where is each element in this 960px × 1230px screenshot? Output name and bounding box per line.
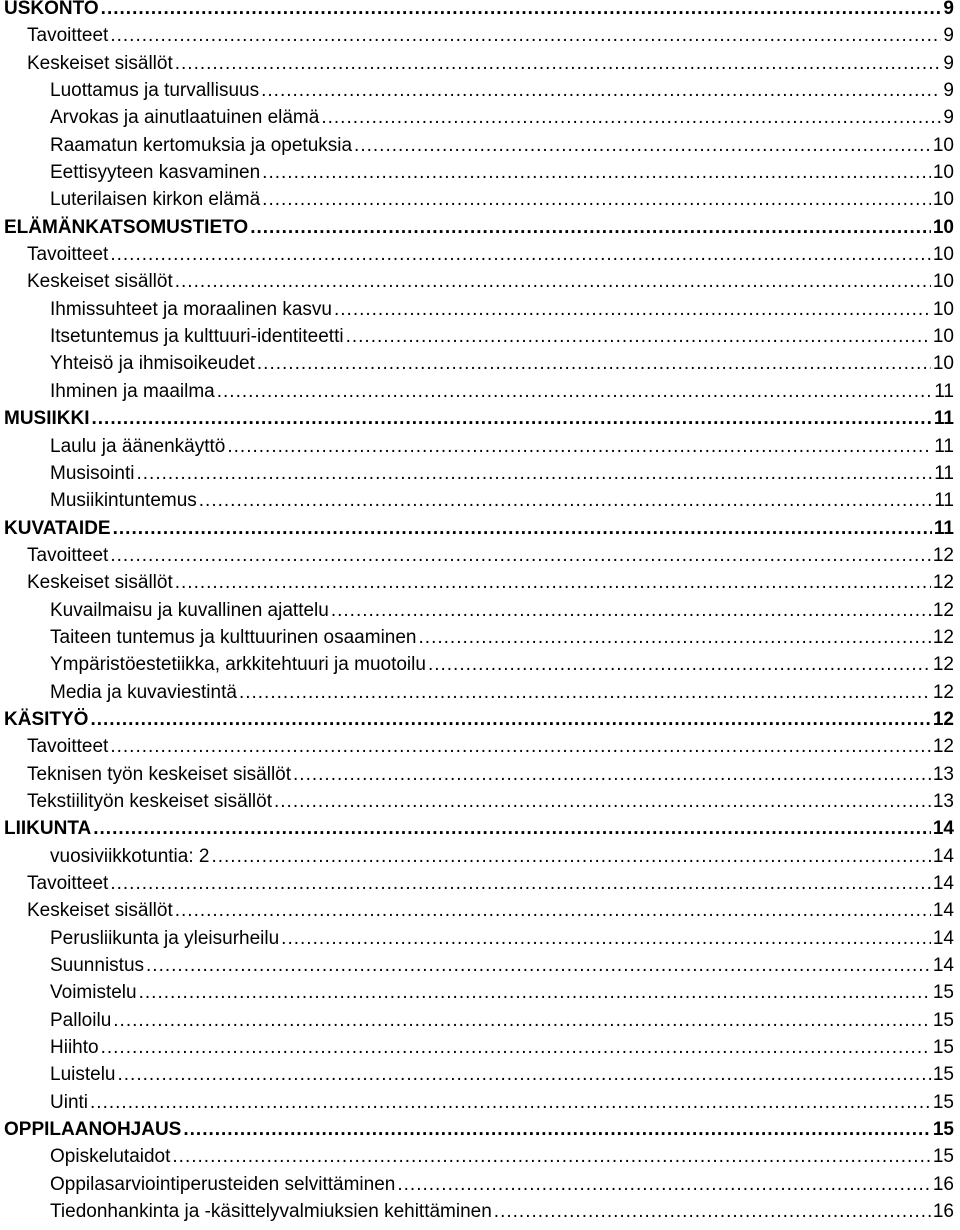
toc-entry-title: KUVATAIDE — [4, 517, 111, 539]
toc-entry-page-number: 10 — [932, 271, 954, 293]
toc-entry-page-number: 9 — [943, 25, 954, 47]
toc-entry[interactable] — [0, 597, 960, 624]
dot-leader — [175, 50, 942, 77]
dot-leader — [274, 788, 931, 815]
toc-entry[interactable] — [0, 788, 960, 815]
dot-leader — [257, 350, 931, 377]
toc-entry[interactable] — [0, 1171, 960, 1198]
dot-leader — [262, 159, 931, 186]
dot-leader — [334, 296, 931, 323]
toc-entry-title: Tavoitteet — [27, 736, 109, 758]
toc-entry-page-number: 12 — [932, 544, 954, 566]
toc-entry[interactable] — [0, 925, 960, 952]
dot-leader — [118, 1061, 931, 1088]
toc-entry-page-number: 13 — [932, 790, 954, 812]
toc-entry-title: Uinti — [50, 1091, 89, 1113]
dot-leader — [354, 132, 931, 159]
toc-entry[interactable] — [0, 159, 960, 186]
toc-entry-page-number: 9 — [943, 52, 954, 74]
toc-entry-title: Media ja kuvaviestintä — [50, 681, 237, 703]
toc-entry-title: Keskeiset sisällöt — [27, 900, 173, 922]
toc-entry-page-number: 11 — [934, 380, 954, 402]
toc-entry-page-number: 12 — [932, 736, 954, 758]
toc-entry-title: Perusliikunta ja yleisurheilu — [50, 927, 280, 949]
toc-entry-title: Keskeiset sisällöt — [27, 271, 173, 293]
toc-entry-page-number: 12 — [932, 572, 954, 594]
toc-entry-title: USKONTO — [4, 0, 99, 19]
toc-entry[interactable] — [0, 1007, 960, 1034]
toc-entry[interactable] — [0, 979, 960, 1006]
toc-entry-title: Oppilasarviointiperusteiden selvittäminen — [50, 1173, 396, 1195]
toc-entry-page-number: 12 — [932, 681, 954, 703]
toc-entry-page-number: 14 — [932, 845, 954, 867]
toc-entry-page-number: 10 — [932, 326, 954, 348]
dot-leader — [331, 597, 931, 624]
toc-entry-page-number: 10 — [932, 134, 954, 156]
dot-leader — [110, 22, 941, 49]
toc-entry[interactable] — [0, 350, 960, 377]
dot-leader — [250, 214, 931, 241]
toc-entry-page-number: 11 — [934, 490, 954, 512]
toc-entry[interactable] — [0, 542, 960, 569]
toc-entry-page-number: 12 — [932, 626, 954, 648]
toc-entry-page-number: 10 — [932, 353, 954, 375]
dot-leader — [90, 706, 930, 733]
toc-entry-page-number: 14 — [932, 900, 954, 922]
toc-entry-title: Luottamus ja turvallisuus — [50, 80, 260, 102]
dot-leader — [113, 1007, 931, 1034]
toc-entry-title: Voimistelu — [50, 982, 137, 1004]
toc-entry-page-number: 15 — [932, 1119, 954, 1141]
toc-entry[interactable] — [0, 952, 960, 979]
toc-entry-title: Luterilaisen kirkon elämä — [50, 189, 261, 211]
toc-entry-title: Arvokas ja ainutlaatuinen elämä — [50, 107, 320, 129]
toc-entry-title: Tavoitteet — [27, 873, 109, 894]
toc-entry-page-number: 15 — [932, 1091, 954, 1113]
dot-leader — [110, 542, 931, 569]
dot-leader — [101, 0, 942, 22]
toc-entry[interactable] — [0, 268, 960, 295]
toc-entry-page-number: 16 — [932, 1173, 954, 1195]
dot-leader — [175, 569, 931, 596]
toc-entry-title: MUSIIKKI — [4, 408, 90, 430]
toc-entry-page-number: 9 — [943, 80, 954, 102]
toc-entry-title: Tavoitteet — [27, 25, 109, 47]
dot-leader — [199, 487, 932, 514]
dot-leader — [262, 186, 931, 213]
toc-entry-page-number: 14 — [932, 955, 954, 977]
dot-leader — [175, 897, 931, 924]
toc-entry-title: Tiedonhankinta ja -käsittelyvalmiuksien kehittäminen — [50, 1201, 492, 1223]
toc-entry-title: KÄSITYÖ — [4, 708, 89, 730]
toc-entry[interactable] — [0, 870, 960, 897]
dot-leader — [146, 952, 931, 979]
toc-entry[interactable] — [0, 77, 960, 104]
dot-leader — [227, 433, 932, 460]
toc-entry-title: Hiihto — [50, 1037, 99, 1059]
dot-leader — [92, 405, 932, 432]
toc-entry-title: Kuvailmaisu ja kuvallinen ajattelu — [50, 599, 329, 621]
toc-entry[interactable] — [0, 0, 960, 22]
toc-entry-page-number: 9 — [943, 107, 954, 129]
toc-entry[interactable] — [0, 487, 960, 514]
toc-entry-title: Musisointi — [50, 462, 135, 484]
toc-entry-page-number: 10 — [932, 162, 954, 184]
toc-entry-page-number: 9 — [943, 0, 954, 19]
dot-leader — [321, 104, 941, 131]
dot-leader — [139, 979, 931, 1006]
toc-entry-title: Palloilu — [50, 1009, 112, 1031]
toc-entry-title: Teknisen työn keskeiset sisällöt — [27, 763, 292, 785]
toc-entry[interactable] — [0, 679, 960, 706]
dot-leader — [113, 515, 932, 542]
toc-entry-page-number: 10 — [932, 244, 954, 266]
toc-entry[interactable] — [0, 733, 960, 760]
dot-leader — [281, 925, 931, 952]
toc-entry-title: ELÄMÄNKATSOMUSTIETO — [4, 216, 249, 238]
toc-entry[interactable] — [0, 624, 960, 651]
toc-entry-title: Luistelu — [50, 1064, 116, 1086]
toc-entry[interactable] — [0, 515, 960, 542]
dot-leader — [101, 1034, 931, 1061]
toc-entry[interactable] — [0, 1061, 960, 1088]
toc-entry[interactable] — [0, 132, 960, 159]
dot-leader — [172, 1143, 930, 1170]
dot-leader — [93, 815, 931, 842]
toc-entry-page-number: 14 — [932, 927, 954, 949]
toc-entry-page-number: 14 — [932, 873, 954, 894]
toc-entry-title: Laulu ja äänenkäyttö — [50, 435, 226, 457]
toc-entry[interactable] — [0, 22, 960, 49]
toc-entry-page-number: 11 — [934, 435, 954, 457]
toc-entry-title: Ympäristöestetiikka, arkkitehtuuri ja muotoilu — [50, 654, 426, 676]
toc-entry-page-number: 16 — [932, 1201, 954, 1223]
toc-entry[interactable] — [0, 405, 960, 432]
toc-entry-page-number: 12 — [932, 599, 954, 621]
dot-leader — [110, 241, 931, 268]
dot-leader — [293, 761, 931, 788]
toc-entry-title: Tavoitteet — [27, 544, 109, 566]
toc-entry-page-number: 15 — [932, 1064, 954, 1086]
toc-entry[interactable] — [0, 843, 960, 870]
toc-entry-page-number: 10 — [932, 189, 954, 211]
toc-entry[interactable] — [0, 651, 960, 678]
toc-entry-page-number: 14 — [932, 818, 954, 840]
toc-entry[interactable] — [0, 323, 960, 350]
dot-leader — [419, 624, 931, 651]
toc-entry-title: Taiteen tuntemus ja kulttuurinen osaaminen — [50, 626, 417, 648]
toc-entry-page-number: 11 — [934, 462, 954, 484]
dot-leader — [217, 378, 933, 405]
toc-entry-title: vuosiviikkotuntia: 2 — [50, 845, 210, 867]
toc-entry-title: Itsetuntemus ja kulttuuri-identiteetti — [50, 326, 344, 348]
toc-entry[interactable] — [0, 460, 960, 487]
toc-entry-page-number: 12 — [932, 654, 954, 676]
toc-entry-title: Keskeiset sisällöt — [27, 572, 173, 594]
dot-leader — [261, 77, 941, 104]
toc-entry-page-number: 11 — [933, 517, 954, 539]
toc-entry[interactable] — [0, 104, 960, 131]
dot-leader — [136, 460, 932, 487]
toc-entry[interactable] — [0, 433, 960, 460]
toc-entry-title: Tavoitteet — [27, 244, 109, 266]
toc-entry[interactable] — [0, 897, 960, 924]
toc-entry-page-number: 15 — [932, 1009, 954, 1031]
dot-leader — [239, 679, 931, 706]
dot-leader — [397, 1171, 931, 1198]
dot-leader — [183, 1116, 931, 1143]
dot-leader — [90, 1089, 931, 1116]
dot-leader — [110, 733, 931, 760]
toc-entry[interactable] — [0, 186, 960, 213]
toc-entry[interactable] — [0, 1034, 960, 1061]
toc-entry[interactable] — [0, 1116, 960, 1143]
toc-entry[interactable] — [0, 761, 960, 788]
dot-leader — [110, 870, 931, 897]
toc-entry-title: LIIKUNTA — [4, 818, 92, 840]
dot-leader — [211, 843, 930, 870]
toc-entry-page-number: 12 — [932, 708, 954, 730]
toc-entry-title: Suunnistus — [50, 955, 145, 977]
toc-entry-page-number: 15 — [932, 982, 954, 1004]
toc-entry[interactable] — [0, 214, 960, 241]
toc-entry-page-number: 10 — [932, 298, 954, 320]
toc-entry-page-number: 15 — [932, 1146, 954, 1168]
toc-entry-title: Eettisyyteen kasvaminen — [50, 162, 261, 184]
toc-entry[interactable] — [0, 241, 960, 268]
toc-entry[interactable] — [0, 50, 960, 77]
toc-entry-page-number: 15 — [932, 1037, 954, 1059]
toc-entry-title: Ihminen ja maailma — [50, 380, 215, 402]
toc-entry-page-number: 10 — [932, 216, 954, 238]
toc-entry[interactable] — [0, 378, 960, 405]
dot-leader — [175, 268, 931, 295]
toc-entry-title: Opiskelutaidot — [50, 1146, 171, 1168]
toc-entry-title: Musiikintuntemus — [50, 490, 197, 512]
dot-leader — [428, 651, 931, 678]
toc-entry-title: Yhteisö ja ihmisoikeudet — [50, 353, 255, 375]
dot-leader — [494, 1198, 931, 1225]
toc-entry[interactable] — [0, 1198, 960, 1225]
toc-entry[interactable] — [0, 296, 960, 323]
toc-entry[interactable] — [0, 815, 960, 842]
toc-entry-title: Keskeiset sisällöt — [27, 52, 173, 74]
toc-entry[interactable] — [0, 706, 960, 733]
toc-entry[interactable] — [0, 1089, 960, 1116]
toc-entry-title: Tekstiilityön keskeiset sisällöt — [27, 790, 272, 812]
toc-entry-page-number: 11 — [933, 408, 954, 430]
toc-entry-title: Raamatun kertomuksia ja opetuksia — [50, 134, 353, 156]
toc-entry-page-number: 13 — [932, 763, 954, 785]
toc-entry-title: OPPILAANOHJAUS — [4, 1119, 182, 1141]
toc-entry[interactable] — [0, 569, 960, 596]
dot-leader — [346, 323, 931, 350]
toc-entry[interactable] — [0, 1143, 960, 1170]
toc-entry-title: Ihmissuhteet ja moraalinen kasvu — [50, 298, 332, 320]
